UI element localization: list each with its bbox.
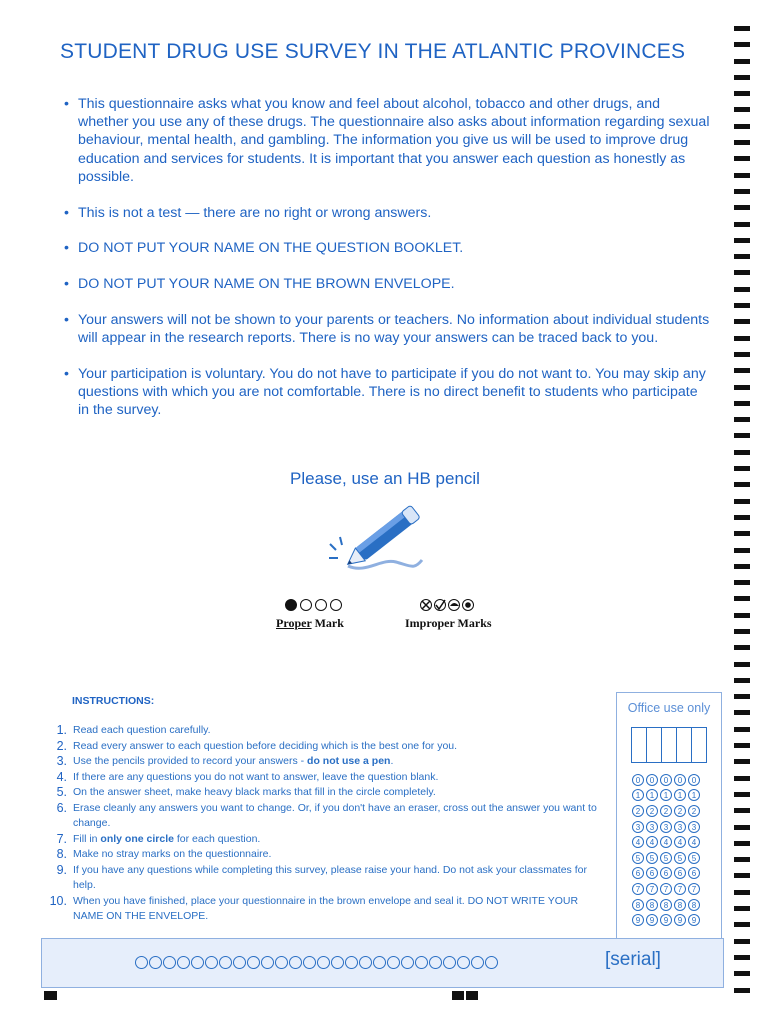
serial-bubble	[387, 956, 400, 969]
serial-bubble	[233, 956, 246, 969]
digit-bubble[interactable]: 2	[674, 805, 686, 817]
digit-bubble[interactable]: 4	[632, 836, 644, 848]
timing-mark	[734, 189, 750, 194]
serial-bubble	[191, 956, 204, 969]
digit-row	[632, 788, 700, 804]
digit-bubble[interactable]: 1	[632, 789, 644, 801]
digit-bubble[interactable]: 0	[632, 774, 644, 786]
bullet-item: • Your answers will not be shown to your parents or teachers. No information about individual students will appear in the research reports. There is no way your answers can be traced back to you.	[64, 311, 712, 347]
serial-bubble	[457, 956, 470, 969]
timing-mark	[734, 776, 750, 781]
digit-row	[632, 897, 700, 913]
proper-bubbles-icon	[284, 598, 346, 612]
registration-mark	[452, 991, 464, 1000]
timing-mark	[734, 531, 750, 536]
serial-bubble	[177, 956, 190, 969]
timing-mark	[734, 336, 750, 341]
timing-mark	[734, 270, 750, 275]
digit-bubble[interactable]: 6	[646, 867, 658, 879]
serial-bubble	[485, 956, 498, 969]
digit-bubble[interactable]: 7	[688, 883, 700, 895]
timing-mark	[734, 319, 750, 324]
timing-mark	[734, 955, 750, 960]
timing-mark	[734, 205, 750, 210]
timing-mark	[734, 922, 750, 927]
serial-bubble	[345, 956, 358, 969]
timing-mark	[734, 401, 750, 406]
digit-bubble[interactable]: 3	[660, 821, 672, 833]
digit-bubble[interactable]: 2	[688, 805, 700, 817]
office-use-label: Office use only	[627, 701, 711, 715]
timing-mark	[734, 727, 750, 732]
digit-bubble[interactable]: 4	[674, 836, 686, 848]
intro-bullets	[64, 95, 712, 437]
registration-mark	[466, 991, 478, 1000]
digit-bubble[interactable]: 5	[660, 852, 672, 864]
digit-bubble[interactable]: 8	[646, 899, 658, 911]
instruction-item: 1. Read each question carefully.	[56, 723, 211, 737]
digit-bubble[interactable]: 3	[632, 821, 644, 833]
timing-mark	[734, 629, 750, 634]
digit-bubble[interactable]: 9	[674, 914, 686, 926]
timing-mark	[734, 450, 750, 455]
timing-mark	[734, 662, 750, 667]
timing-mark	[734, 939, 750, 944]
timing-mark	[734, 873, 750, 878]
serial-bubble	[289, 956, 302, 969]
timing-mark	[734, 238, 750, 243]
digit-bubble[interactable]: 7	[632, 883, 644, 895]
timing-mark	[734, 254, 750, 259]
timing-marks	[734, 26, 752, 1004]
digit-bubble[interactable]: 7	[660, 883, 672, 895]
serial-bubble	[275, 956, 288, 969]
improper-marks-example	[405, 597, 492, 631]
digit-bubble[interactable]: 5	[646, 852, 658, 864]
timing-mark	[734, 287, 750, 292]
digit-bubble[interactable]: 8	[660, 899, 672, 911]
digit-bubble[interactable]: 8	[674, 899, 686, 911]
improper-bubbles-icon	[419, 598, 481, 612]
serial-bubble	[303, 956, 316, 969]
digit-row	[632, 881, 700, 897]
digit-bubble[interactable]: 0	[688, 774, 700, 786]
digit-bubble[interactable]: 7	[646, 883, 658, 895]
timing-mark	[734, 564, 750, 569]
instructions-list	[47, 723, 607, 925]
digit-bubble[interactable]: 8	[688, 899, 700, 911]
instruction-item: 7. Fill in only one circle for each question.	[56, 831, 261, 846]
digit-bubble[interactable]: 9	[632, 914, 644, 926]
pencil-icon	[326, 500, 438, 595]
digit-bubble[interactable]: 4	[660, 836, 672, 848]
digit-bubble[interactable]: 0	[646, 774, 658, 786]
bullet-item: • Your participation is voluntary. You do not have to participate if you do not want to. You may skip any questions with which you are not comfortable. There is no direct benefit to students who participate in the survey.	[64, 365, 712, 420]
serial-bubble	[205, 956, 218, 969]
digit-bubble[interactable]: 5	[632, 852, 644, 864]
digit-bubble[interactable]: 2	[646, 805, 658, 817]
digit-bubble[interactable]: 9	[660, 914, 672, 926]
digit-bubble[interactable]: 8	[632, 899, 644, 911]
instruction-item: 9. If you have any questions while completing this survey, please raise your hand. Do not ask your classmates for help.	[56, 862, 587, 891]
serial-bubble	[261, 956, 274, 969]
digit-row	[632, 850, 700, 866]
digit-row	[632, 772, 700, 788]
office-use-panel	[616, 692, 722, 939]
digit-bubble[interactable]: 4	[688, 836, 700, 848]
serial-bubble	[163, 956, 176, 969]
digit-bubble[interactable]: 3	[674, 821, 686, 833]
timing-mark	[734, 613, 750, 618]
office-write-boxes[interactable]	[631, 727, 707, 763]
timing-mark	[734, 42, 750, 47]
digit-row	[632, 834, 700, 850]
serial-bubble	[373, 956, 386, 969]
serial-bubble	[401, 956, 414, 969]
serial-label: [serial]	[605, 949, 661, 970]
digit-bubble[interactable]: 6	[660, 867, 672, 879]
digit-bubble[interactable]: 6	[632, 867, 644, 879]
instruction-item: 8. Make no stray marks on the questionnaire.	[56, 847, 272, 861]
serial-bubble	[471, 956, 484, 969]
registration-mark	[44, 991, 57, 1000]
timing-mark	[734, 857, 750, 862]
timing-mark	[734, 678, 750, 683]
digit-bubble[interactable]: 0	[674, 774, 686, 786]
digit-bubble[interactable]: 1	[688, 789, 700, 801]
timing-mark	[734, 59, 750, 64]
instruction-item: 10. When you have finished, place your questionnaire in the brown envelope and seal it. DO NOT WRITE YOUR NAME ON THE ENVELOPE.	[49, 893, 579, 922]
timing-mark	[734, 352, 750, 357]
instruction-item: 5. On the answer sheet, make heavy black marks that fill in the circle completely.	[56, 785, 436, 799]
instruction-item: 2. Read every answer to each question before deciding which is the best one for you.	[56, 738, 458, 753]
digit-bubble[interactable]: 1	[660, 789, 672, 801]
serial-bubbles	[135, 956, 498, 969]
timing-mark	[734, 759, 750, 764]
timing-mark	[734, 694, 750, 699]
timing-mark	[734, 107, 750, 112]
timing-mark	[734, 596, 750, 601]
digit-bubble[interactable]: 9	[646, 914, 658, 926]
digit-bubble[interactable]: 3	[688, 821, 700, 833]
timing-mark	[734, 515, 750, 520]
digit-bubble[interactable]: 4	[646, 836, 658, 848]
timing-mark	[734, 580, 750, 585]
digit-bubble[interactable]: 5	[688, 852, 700, 864]
proper-mark-label: Proper Mark	[276, 616, 344, 630]
improper-marks-label: Improper Marks	[405, 616, 492, 630]
serial-bubble	[317, 956, 330, 969]
timing-mark	[734, 222, 750, 227]
timing-mark	[734, 156, 750, 161]
timing-mark	[734, 548, 750, 553]
digit-bubble[interactable]: 2	[632, 805, 644, 817]
digit-bubble[interactable]: 9	[688, 914, 700, 926]
digit-row	[632, 803, 700, 819]
serial-bubble	[219, 956, 232, 969]
timing-mark	[734, 91, 750, 96]
digit-bubble[interactable]: 5	[674, 852, 686, 864]
digit-row	[632, 912, 700, 928]
timing-mark	[734, 368, 750, 373]
timing-mark	[734, 743, 750, 748]
page-title: STUDENT DRUG USE SURVEY IN THE ATLANTIC PROVINCES	[60, 40, 686, 63]
timing-mark	[734, 710, 750, 715]
digit-bubble[interactable]: 0	[660, 774, 672, 786]
digit-bubble[interactable]: 2	[660, 805, 672, 817]
instruction-item: 6. Erase cleanly any answers you want to change. Or, if you don't have an eraser, cross out the answer you want to change.	[56, 800, 597, 829]
serial-bubble	[149, 956, 162, 969]
pencil-heading: Please, use an HB pencil	[290, 469, 480, 488]
timing-mark	[734, 971, 750, 976]
timing-mark	[734, 140, 750, 145]
timing-mark	[734, 906, 750, 911]
digit-bubble[interactable]: 6	[674, 867, 686, 879]
timing-mark	[734, 825, 750, 830]
timing-mark	[734, 303, 750, 308]
digit-bubble[interactable]: 7	[674, 883, 686, 895]
digit-bubble[interactable]: 1	[646, 789, 658, 801]
timing-mark	[734, 385, 750, 390]
bullet-item: • DO NOT PUT YOUR NAME ON THE QUESTION BOOKLET.	[64, 239, 712, 257]
instruction-item: 4. If there are any questions you do not want to answer, leave the question blank.	[56, 769, 439, 784]
bullet-item: • This is not a test — there are no right or wrong answers.	[64, 204, 712, 222]
timing-mark	[734, 645, 750, 650]
instructions-title: INSTRUCTIONS:	[72, 695, 155, 707]
serial-bubble	[359, 956, 372, 969]
bullet-item: • This questionnaire asks what you know and feel about alcohol, tobacco and other drugs, and whether you use any of these drugs. The questionnaire also asks about information regarding sexual behaviour, mental health, and gambling. The information you give us will be used to improve drug education and services for students. It is important that you answer each question as honestly as possible.	[64, 95, 712, 186]
timing-mark	[734, 988, 750, 993]
timing-mark	[734, 792, 750, 797]
timing-mark	[734, 124, 750, 129]
timing-mark	[734, 75, 750, 80]
digit-bubble[interactable]: 3	[646, 821, 658, 833]
serial-bubble	[331, 956, 344, 969]
timing-mark	[734, 808, 750, 813]
digit-row	[632, 819, 700, 835]
office-digit-grid[interactable]	[632, 772, 700, 928]
timing-mark	[734, 841, 750, 846]
serial-bubble	[429, 956, 442, 969]
digit-row	[632, 866, 700, 882]
timing-mark	[734, 433, 750, 438]
bullet-item: • DO NOT PUT YOUR NAME ON THE BROWN ENVELOPE.	[64, 275, 712, 293]
timing-mark	[734, 26, 750, 31]
serial-strip	[41, 938, 724, 988]
timing-mark	[734, 890, 750, 895]
serial-bubble	[247, 956, 260, 969]
serial-bubble	[415, 956, 428, 969]
serial-bubble	[443, 956, 456, 969]
timing-mark	[734, 173, 750, 178]
instruction-item: 3. Use the pencils provided to record your answers - do not use a pen.	[56, 754, 394, 768]
digit-bubble[interactable]: 6	[688, 867, 700, 879]
proper-mark-example	[276, 597, 346, 631]
digit-bubble[interactable]: 1	[674, 789, 686, 801]
timing-mark	[734, 417, 750, 422]
serial-bubble	[135, 956, 148, 969]
timing-mark	[734, 499, 750, 504]
